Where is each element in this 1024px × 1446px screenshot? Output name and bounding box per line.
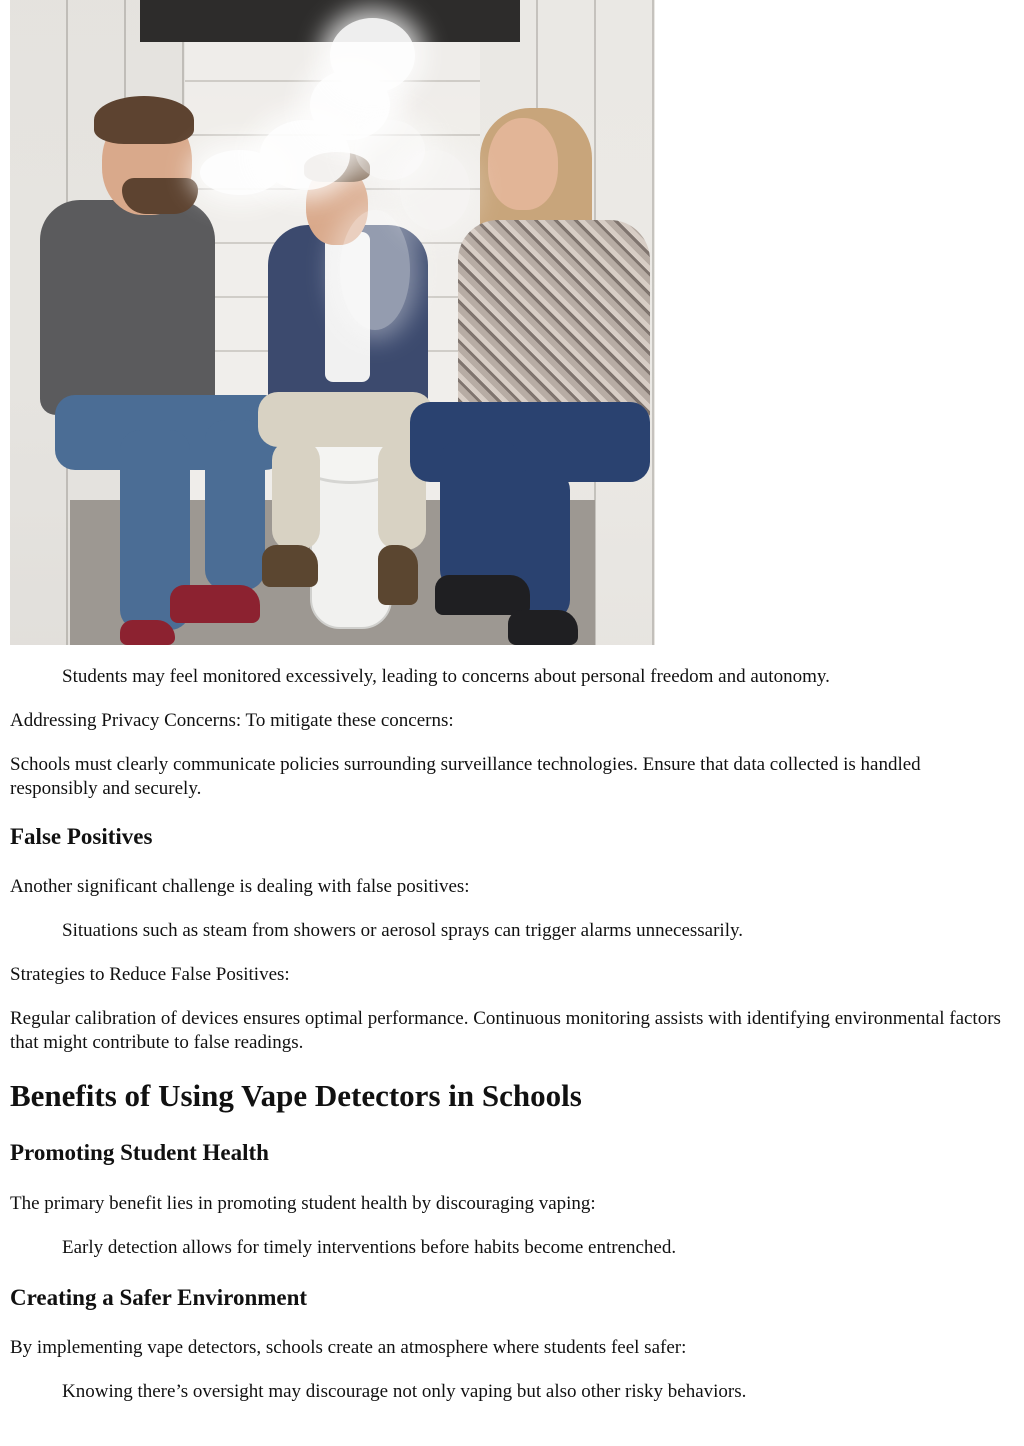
person-left-shin-2 <box>205 420 265 590</box>
paragraph: Addressing Privacy Concerns: To mitigate these concerns: <box>10 710 454 731</box>
subheading-promoting-health: Promoting Student Health <box>10 1140 269 1165</box>
paragraph: Strategies to Reduce False Positives: <box>10 964 290 985</box>
person-right-head <box>488 118 558 210</box>
paragraph: By implementing vape detectors, schools create an atmosphere where students feel safer: <box>10 1337 687 1358</box>
section-heading-false-positives: False Positives <box>10 824 153 849</box>
article-page <box>10 0 1014 1402</box>
smoke-cloud <box>400 150 470 230</box>
paragraph: The primary benefit lies in promoting student health by discouraging vaping: <box>10 1193 596 1214</box>
person-left-shoe <box>170 585 260 623</box>
paragraph: Early detection allows for timely interventions before habits become entrenched. <box>62 1237 677 1258</box>
paragraph: Students may feel monitored excessively, leading to concerns about personal freedom and autonomy. <box>62 666 830 687</box>
person-left-hair <box>94 96 194 144</box>
paragraph: Regular calibration of devices ensures optimal performance. Continuous monitoring assists with identifying environmental factors that might contribute to false readings. <box>10 1008 1001 1053</box>
smoke-cloud <box>330 18 415 93</box>
smoke-cloud <box>340 210 410 330</box>
hero-image <box>10 0 655 645</box>
paragraph: Situations such as steam from showers or aerosol sprays can trigger alarms unnecessarily. <box>62 920 744 941</box>
person-right-top <box>458 220 650 430</box>
person-middle-shin <box>272 440 320 550</box>
person-middle-shoe <box>262 545 318 587</box>
person-middle-thighs <box>258 392 433 447</box>
person-right-shin <box>440 440 520 590</box>
ceiling <box>140 0 520 42</box>
person-right-shoe-2 <box>508 610 578 645</box>
paragraph: Knowing there’s oversight may discourage not only vaping but also other risky behaviors. <box>62 1381 747 1402</box>
person-right-shoe <box>435 575 530 615</box>
person-left-shoe-2 <box>120 620 175 645</box>
paragraph: Schools must clearly communicate policies surrounding surveillance technologies. Ensure that data collected is handled responsibly and securely. <box>10 754 921 799</box>
person-left-sweater <box>40 200 215 415</box>
person-left-beard <box>122 178 198 214</box>
section-heading-benefits: Benefits of Using Vape Detectors in Schools <box>10 1078 582 1113</box>
person-middle-shoe-2 <box>378 545 418 605</box>
paragraph: Another significant challenge is dealing with false positives: <box>10 876 470 897</box>
subheading-safer-environment: Creating a Safer Environment <box>10 1285 308 1310</box>
